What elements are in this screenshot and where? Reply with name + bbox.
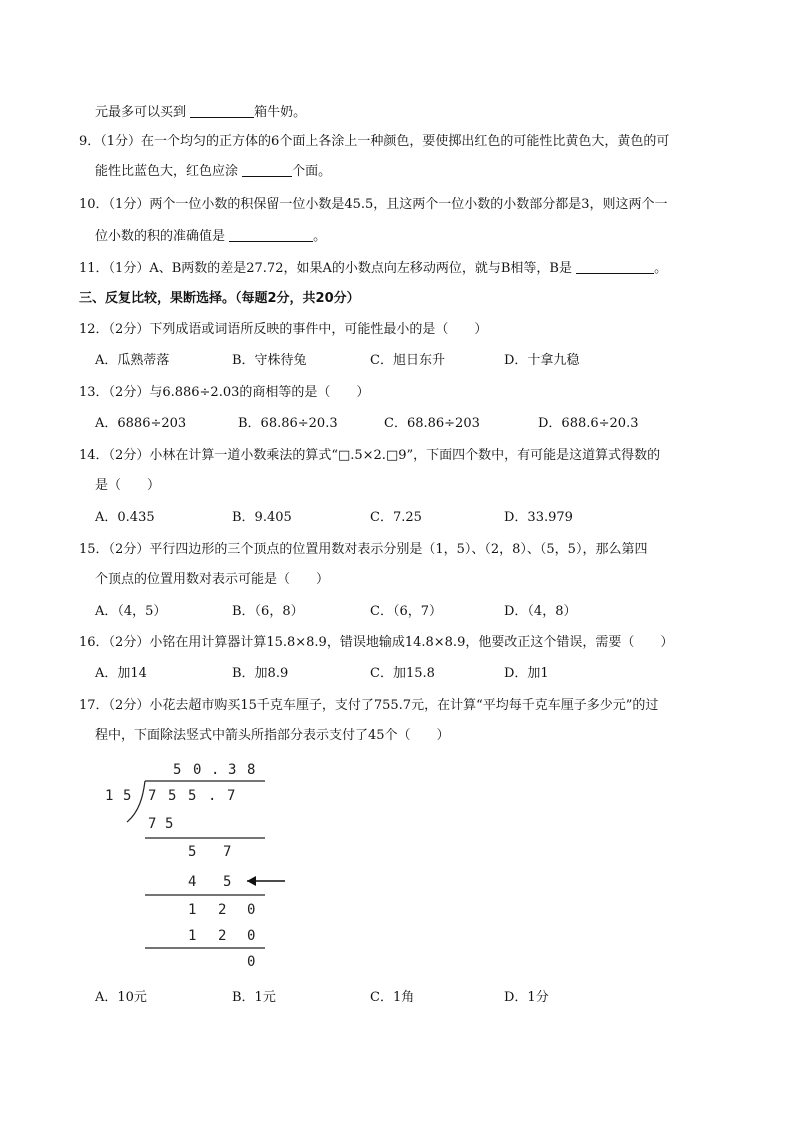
- option-a[interactable]: A．10元: [95, 990, 147, 1005]
- quotient-digit: 3: [228, 762, 237, 778]
- question-17-line2: 程中，下面除法竖式中箭头所指部分表示支付了45个（ ）: [95, 728, 450, 743]
- option-d[interactable]: D．（4，8）: [504, 604, 577, 619]
- q9-text-before: 能性比蓝色大，红色应涂: [95, 164, 243, 179]
- answer-blank[interactable]: [190, 103, 254, 118]
- q8-text-after: 箱牛奶。: [254, 105, 307, 120]
- step-digit: 0: [247, 902, 256, 918]
- option-a[interactable]: A．0.435: [95, 510, 155, 525]
- option-c[interactable]: C．旭日东升: [370, 353, 445, 368]
- step-digit: 2: [218, 902, 227, 918]
- dividend-digit: 7: [148, 788, 157, 804]
- option-b[interactable]: B．加8.9: [232, 666, 289, 681]
- dividend-digit: 7: [227, 788, 236, 804]
- arrow-head-icon: [247, 876, 256, 886]
- question-15-line1: 15．（2分）平行四边形的三个顶点的位置用数对表示分别是（1，5）、（2，8）、（5，5），那么第四: [79, 542, 648, 557]
- section-heading: 三、反复比较，果断选择。（每题2分，共20分）: [79, 291, 360, 306]
- option-a[interactable]: A．6886÷203: [95, 416, 187, 431]
- question-16-stem: 16．（2分）小铭在用计算器计算15.8×8.9，错误地输成14.8×8.9，他要改正这个错误，需要（ ）: [79, 635, 674, 650]
- question-11: [79, 259, 667, 278]
- question-14-line1: 14．（2分）小林在计算一道小数乘法的算式“□.5×2.□9”，下面四个数中，有可能是这道算式得数的: [79, 448, 661, 463]
- option-b[interactable]: B．守株待兔: [232, 353, 307, 368]
- option-c[interactable]: C．68.86÷203: [384, 416, 480, 431]
- step-digit: 1: [188, 928, 197, 944]
- option-b[interactable]: B．68.86÷20.3: [238, 416, 338, 431]
- option-c[interactable]: C．（6，7）: [370, 604, 442, 619]
- q11-text-after: 。: [654, 261, 668, 276]
- step-digit: 7: [223, 844, 232, 860]
- q11-text-before: 11．（1分）A、B两数的差是27.72，如果A的小数点向左移动两位，就与B相等，B是: [79, 261, 577, 276]
- q10-text-before: 位小数的积的准确值是: [95, 229, 230, 244]
- option-d[interactable]: D．十拿九稳: [504, 353, 580, 368]
- q9-text-after: 个面。: [292, 164, 332, 179]
- option-d[interactable]: D．688.6÷20.3: [538, 416, 639, 431]
- quotient-digit: 8: [247, 762, 256, 778]
- step-digit: 5: [165, 816, 174, 832]
- option-c[interactable]: C．7.25: [370, 510, 422, 525]
- quotient-digit: 5: [173, 762, 182, 778]
- q10-text-after: 。: [313, 229, 327, 244]
- question-9-line2: [95, 162, 331, 181]
- question-8-tail: [95, 103, 306, 122]
- question-13-stem: 13．（2分）与6.886÷2.03的商相等的是（ ）: [79, 385, 370, 400]
- option-d[interactable]: D．1分: [504, 990, 549, 1005]
- question-10-line2: [95, 227, 326, 246]
- dividend-digit: 5: [168, 788, 177, 804]
- question-14-line2: 是（ ）: [95, 478, 161, 493]
- dividend-digit: .: [208, 788, 217, 804]
- remainder-digit: 0: [247, 954, 256, 970]
- step-digit: 5: [223, 874, 232, 890]
- step-digit: 5: [188, 844, 197, 860]
- question-12-stem: 12．（2分）下列成语或词语所反映的事件中，可能性最小的是（ ）: [79, 322, 488, 337]
- question-17-line1: 17．（2分）小花去超市购买15千克车厘子，支付了755.7元，在计算“平均每千克车厘子多少元”的过: [79, 698, 659, 713]
- quotient-digit: .: [211, 762, 220, 778]
- option-c[interactable]: C．加15.8: [370, 666, 435, 681]
- option-d[interactable]: D．加1: [504, 666, 549, 681]
- step-digit: 0: [247, 928, 256, 944]
- answer-blank[interactable]: [576, 259, 654, 274]
- step-digit: 1: [188, 902, 197, 918]
- step-digit: 4: [188, 874, 197, 890]
- option-b[interactable]: B．9.405: [232, 510, 292, 525]
- answer-blank[interactable]: [229, 227, 313, 242]
- option-c[interactable]: C．1角: [370, 990, 415, 1005]
- option-a[interactable]: A．瓜熟蒂落: [95, 353, 170, 368]
- question-10-line1: 10．（1分）两个一位小数的积保留一位小数是45.5，且这两个一位小数的小数部分都是3，则这两个一: [79, 197, 668, 212]
- option-a[interactable]: A．加14: [95, 666, 147, 681]
- option-d[interactable]: D．33.979: [504, 510, 573, 525]
- question-15-line2: 个顶点的位置用数对表示可能是（ ）: [95, 572, 330, 587]
- divisor-digit: 5: [123, 788, 132, 804]
- dividend-digit: 5: [188, 788, 197, 804]
- answer-blank[interactable]: [242, 162, 292, 177]
- q8-text-before: 元最多可以买到: [95, 105, 191, 120]
- step-digit: 2: [218, 928, 227, 944]
- quotient-digit: 0: [193, 762, 202, 778]
- step-digit: 7: [148, 816, 157, 832]
- long-division-figure: [95, 752, 300, 977]
- question-9-line1: 9．（1分）在一个均匀的正方体的6个面上各涂上一种颜色，要使掷出红色的可能性比黄色大，黄色的可: [79, 134, 670, 149]
- option-b[interactable]: B．（6，8）: [232, 604, 304, 619]
- option-b[interactable]: B．1元: [232, 990, 276, 1005]
- option-a[interactable]: A．（4，5）: [95, 604, 167, 619]
- divisor-digit: 1: [105, 788, 114, 804]
